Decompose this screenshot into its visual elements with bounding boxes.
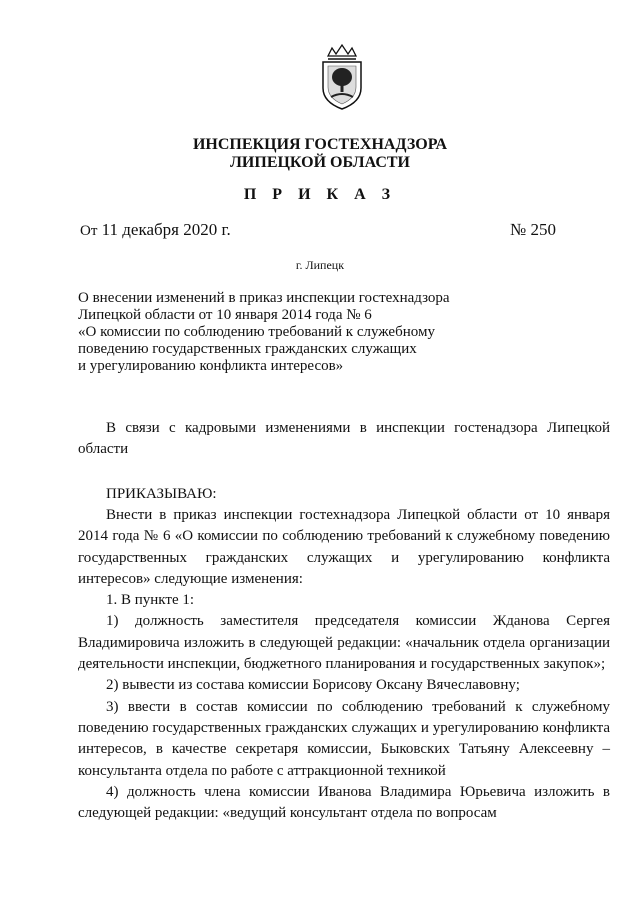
subject-line: О внесении изменений в приказ инспекции гостехнадзора [78,290,450,306]
subject-line: поведению государственных гражданских служащих [78,341,417,357]
order-number: № 250 [510,220,556,239]
subject-line: Липецкой области от 10 января 2014 года № 6 [78,307,372,323]
date-value: 11 декабря 2020 г. [101,220,231,239]
subject-line: и урегулированию конфликта интересов» [78,358,344,374]
point-1-item-2: 2) вывести из состава комиссии Борисову Оксану Вячеславовну; [106,677,520,694]
point-1-item-4: 4) должность члена комиссии Иванова Владимира Юрьевича изложить в следующей редакции: «ведущий консультант отдела по вопросам [78,783,610,822]
point-1-item-3: 3) ввести в состав комиссии по соблюдению требований к служебному поведению государственных гражданских служащих и урегулированию конфликта интересов, в качестве секретаря комиссии, Быковских Татьяну Алексеевну – консультанта отдела по работе с аттракционной техникой [78,698,610,779]
point-1-item-1: 1) должность заместителя председателя комиссии Жданова Сергея Владимировича изложить в следующей редакции: «начальник отдела организации деятельности инспекции, бюджетного планирования и государственных закупок»; [78,613,610,673]
organization-name-line-2: ЛИПЕЦКОЙ ОБЛАСТИ [230,154,410,171]
point-1-heading: 1. В пункте 1: [106,592,195,609]
subject-line: «О комиссии по соблюдению требований к служебному [78,324,435,340]
order-date [80,220,231,240]
order-subject [78,290,498,375]
order-word: ПРИКАЗЫВАЮ: [106,486,217,502]
order-text [78,505,610,824]
city-line: г. Липецк [295,258,345,272]
document-type-title: П Р И К А З [243,186,397,203]
coat-of-arms-icon [320,42,364,112]
organization-name-line-1: ИНСПЕКЦИЯ ГОСТЕХНАДЗОРА [192,136,448,153]
date-prefix: От [80,223,98,239]
intro-paragraph: В связи с кадровыми изменениями в инспекции гостенадзора Липецкой области [78,420,610,458]
main-paragraph: Внести в приказ инспекции гостехнадзора Липецкой области от 10 января 2014 года № 6 «О комиссии по соблюдению требований к служебному поведению государственных гражданских служащих и урегулированию конфликта интересов» следующие изменения: [78,507,610,587]
